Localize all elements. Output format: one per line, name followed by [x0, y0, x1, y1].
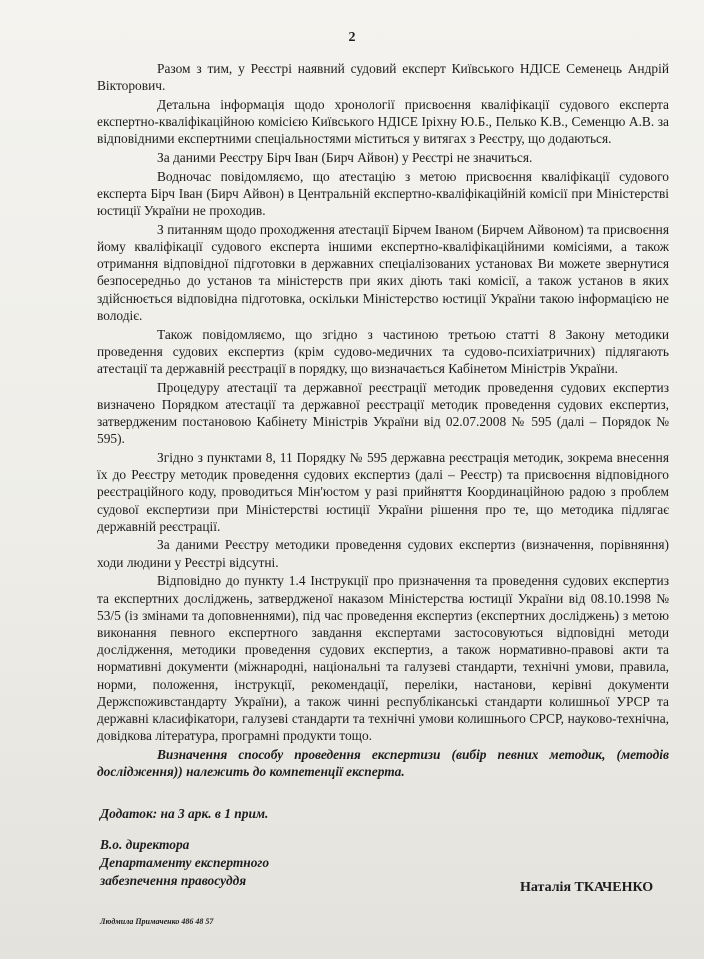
paragraph-2: Детальна інформація щодо хронології присвоєння кваліфікації судового експерта експертно-кваліфікаційною комісією Київського НДІСЕ Іріхну Ю.Б., Пелько К.В., Семенцю А.В. за відповідними експертними спеціальностями міститься у витягах з Реєстру, що додаються.: [97, 96, 669, 147]
paragraph-10: Відповідно до пункту 1.4 Інструкції про призначення та проведення судових експертиз та експертних досліджень, затвердженої наказом Міністерства юстиції України від 08.10.1998 № 53/5 (із змінами та доповненнями), під час проведення експертиз (експертних досліджень) з метою виконання певного експертного завдання експертами застосовуються відповідні методи дослідження, методики проведення судових експертиз, а також нормативно-правові акти та нормативні документи (міжнародні, національні та галузеві стандарти, технічні умови, правила, норми, положення, інструкції, рекомендації, переліки, настанови, керівні документи Держспоживстандарту України), а також чинні республіканські стандарти колишньої УРСР та державні класифікатори, галузеві стандарти та технічні умови колишнього СРСР, науково-технічна, довідкова література, програмні продукти тощо.: [97, 573, 669, 744]
letter-body: [97, 60, 669, 782]
paragraph-9: За даними Реєстру методики проведення судових експертиз (визначення, порівняння) ходи людини у Реєстрі відсутні.: [97, 537, 669, 570]
paragraph-7: Процедуру атестації та державної реєстрації методик проведення судових експертиз визначено Порядком атестації та державної реєстрації методик проведення судових експертиз, затвердженим постановою Кабінету Міністрів України від 02.07.2008 № 595 (далі – Порядок № 595).: [97, 379, 669, 447]
signatory-title-line-3: забезпечення правосуддя: [100, 873, 247, 888]
signatory-title-line-2: Департаменту експертного: [100, 855, 270, 870]
paragraph-5: З питанням щодо проходження атестації Бірчем Іваном (Бирчем Айвоном) та присвоєння йому кваліфікації судового експерта іншими експертно-кваліфікаційними комісіями, а також отримання відповідної підготовки в державних спеціалізованих установах Ви можете звернутися безпосередньо до установ та міністерств при яких діють такі комісії, а також установ в яких здійснюється відповідна підготовка, оскільки Міністерство юстиції України такою інформацією не володіє.: [97, 221, 669, 323]
executor-contact: Людмила Примаченко 486 48 57: [100, 917, 214, 926]
paragraph-1: Разом з тим, у Реєстрі наявний судовий експерт Київського НДІСЕ Семенець Андрій Вікторович.: [97, 61, 669, 94]
page-number: 2: [348, 30, 356, 45]
paragraph-4: Водночас повідомляємо, що атестацію з метою присвоєння кваліфікації судового експерта Бірч Іван (Бирч Айвон) в Центральній експертно-кваліфікаційній комісії при Міністерстві юстиції України не проходив.: [97, 168, 669, 219]
paragraph-8: Згідно з пунктами 8, 11 Порядку № 595 державна реєстрація методик, зокрема внесення їх до Реєстру методик проведення судових експертиз (далі – Реєстр) та присвоєння відповідного реєстраційного коду, проводиться Мін'юстом у разі прийняття Координаційною радою з проблем судової експертизи при Міністерстві юстиції України рішення про те, що методика підлягає державній реєстрації.: [97, 449, 669, 534]
paragraph-6: Також повідомляємо, що згідно з частиною третьою статті 8 Закону методики проведення судових експертиз (крім судово-медичних та судово-психіатричних) підлягають атестації та державній реєстрації в порядку, що визначається Кабінетом Міністрів України.: [97, 326, 669, 376]
attachment-note: Додаток: на 3 арк. в 1 прим.: [100, 806, 269, 821]
signatory-title: [100, 836, 269, 890]
signatory-name: Наталія ТКАЧЕНКО: [520, 880, 654, 895]
paragraph-11: Визначення способу проведення експертизи (вибір певних методик, (методів дослідження)) належить до компетенції експерта.: [97, 746, 669, 780]
signatory-title-line-1: В.о. директора: [100, 837, 190, 852]
paragraph-3: За даними Реєстру Бірч Іван (Бирч Айвон) у Реєстрі не значиться.: [157, 150, 533, 166]
